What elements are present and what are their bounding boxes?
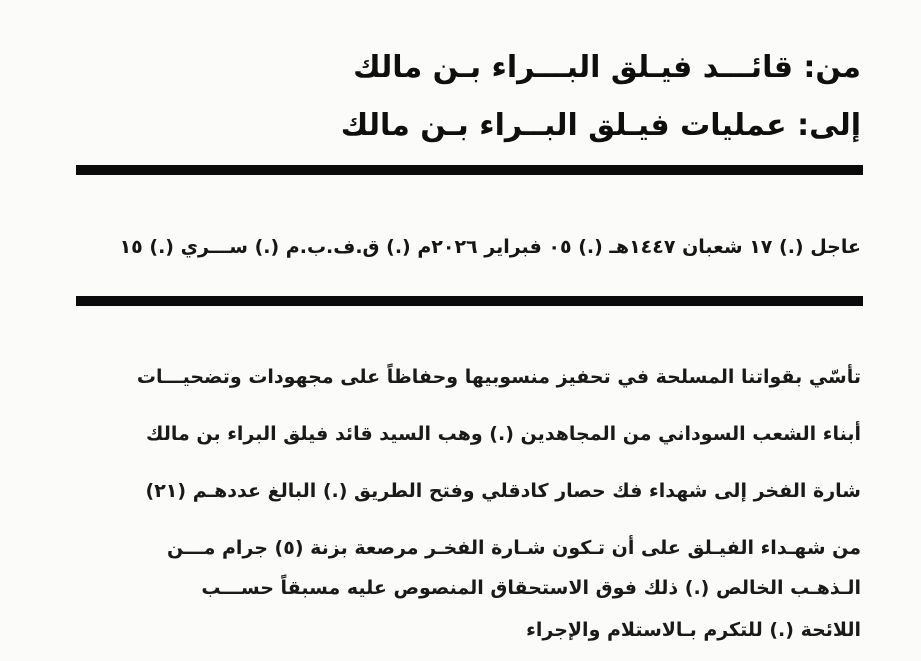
divider-top <box>76 165 863 175</box>
body-line: شارة الفخر إلى شهداء فك حصار كادقلي وفتح الطريق (.) البالغ عددهـم (٢١) <box>145 480 861 502</box>
divider-bottom <box>76 296 863 306</box>
body-line: من شهـداء الفيـلق على أن تـكون شـارة الفخـر مرصعة بزنة (٥) جرام مـــن <box>167 537 861 559</box>
from-line: من: قائـــد فيـلق البـــراء بـن مالك <box>353 50 861 85</box>
body-line: تأسّي بقواتنا المسلحة في تحفيز منسوبيها وحفاظاً على مجهودات وتضحيـــات <box>136 366 861 388</box>
to-line: إلى: عمليات فيـلق البــراء بـن مالك <box>340 108 861 143</box>
reference-line: عاجل (.) ١٧ شعبان ١٤٤٧هـ (.) ٠٥ فبراير ٢٠٢٦م (.) ق.ف.ب.م (.) ســـري (.) ١٥ <box>119 236 861 258</box>
body-line: أبناء الشعب السوداني من المجاهدين (.) وهب السيد قائد فيلق البراء بن مالك <box>146 423 861 445</box>
body-line: الـذهـب الخالص (.) ذلك فوق الاستحقاق المنصوص عليه مسبقاً حســـب <box>201 577 861 599</box>
body-line: اللائحة (.) للتكرم بـالاستلام والإجراء <box>526 619 861 641</box>
